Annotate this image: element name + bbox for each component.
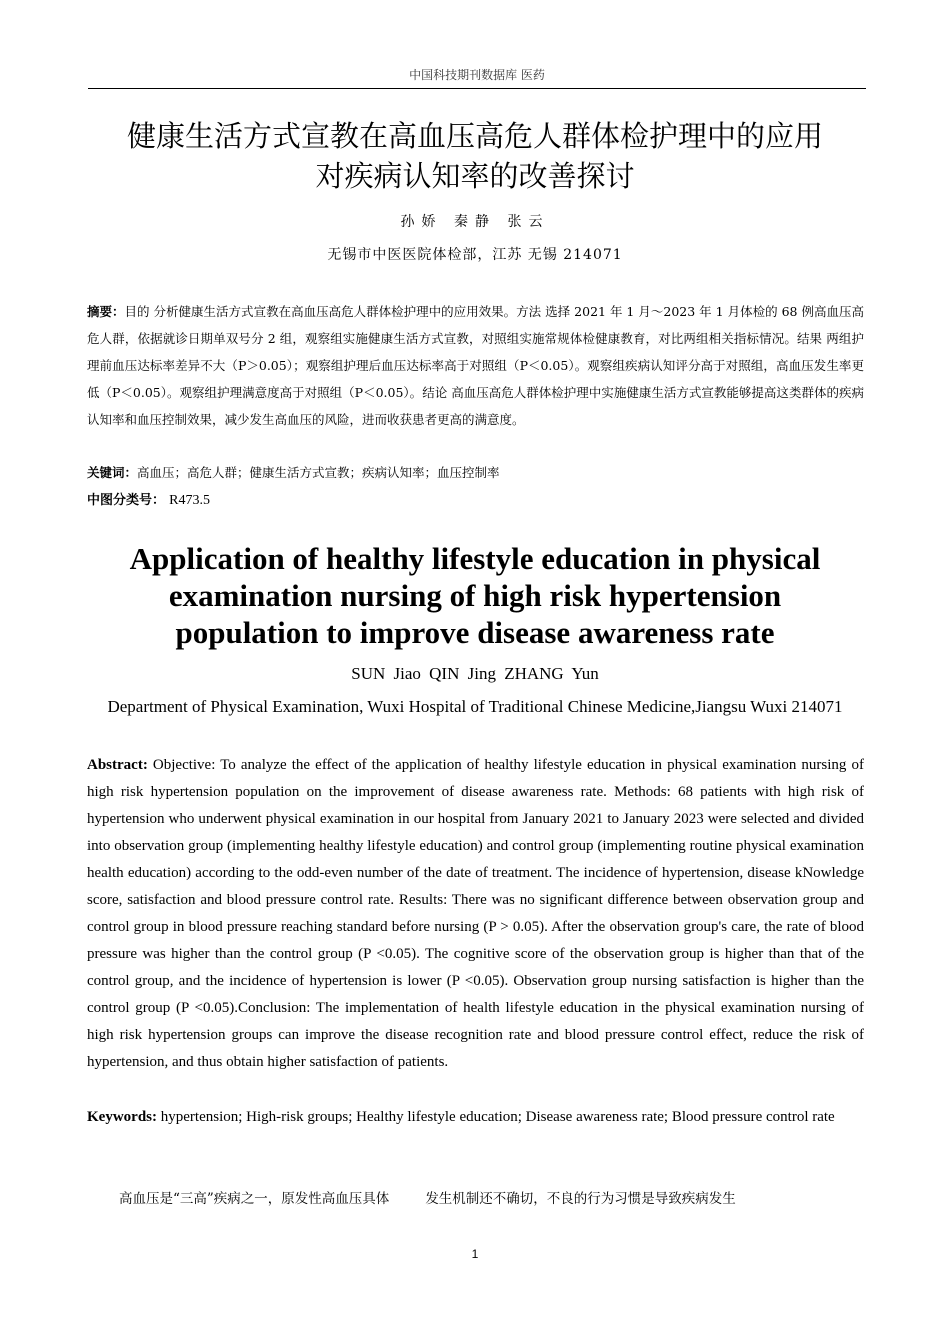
page-number: 1 [471, 1247, 479, 1261]
english-abstract [87, 752, 864, 1076]
english-title-line-3: population to improve disease awareness rate [175, 615, 775, 650]
english-keywords-label: Keywords: [87, 1109, 157, 1125]
english-authors: SUN Jiao QIN Jing ZHANG Yun [351, 664, 599, 683]
classification-value: R473.5 [169, 493, 210, 508]
english-title [70, 540, 880, 651]
chinese-keywords [87, 461, 864, 485]
english-affiliation: Department of Physical Examination, Wuxi Hospital of Traditional Chinese Medicine,Jiangsu Wuxi 214071 [107, 697, 843, 716]
english-keywords [87, 1104, 864, 1131]
english-abstract-text: Objective: To analyze the effect of the application of healthy lifestyle education in physical examination nursing of high risk hypertension population on the improvement of disease awareness rate. Methods: 68 patients with high risk of hypertension who underwent physical examination in our hospital from January 2021 to January 2023 were selected and divided into observation group (implementing healthy lifestyle education) and control group (implementing routine physical examination health education) according to the odd-even number of the date of treatment. The incidence of hypertension, disease kNowledge score, satisfaction and blood pressure control rate. Results: There was no significant difference between observation group and control group in blood pressure reaching standard before nursing (P > 0.05). After the observation group's care, the rate of blood pressure was higher than the control group (P <0.05). The cognitive score of the observation group is higher than that of the control group, and the incidence of hypertension is lower (P <0.05). Observation group nursing satisfaction is higher than the control group (P <0.05).Conclusion: The implementation of health lifestyle education in the physical examination nursing of high risk hypertension groups can improve the disease recognition rate and blood pressure control effect, reduce the risk of hypertension, and thus obtain higher satisfaction of patients. [87, 757, 864, 1070]
chinese-keywords-label: 关键词： [87, 465, 138, 480]
chinese-title [60, 116, 890, 196]
body-column-1-text: 高血压是“三高”疾病之一，原发性高血压具体 [119, 1191, 390, 1207]
chinese-abstract [87, 298, 864, 433]
chinese-abstract-label: 摘要： [87, 304, 125, 319]
chinese-keywords-text: 高血压；高危人群；健康生活方式宣教；疾病认知率；血压控制率 [137, 465, 500, 480]
header-divider [88, 88, 866, 89]
chinese-abstract-text: 目的 分析健康生活方式宣教在高血压高危人群体检护理中的应用效果。方法 选择 2021 年 1 月～2023 年 1 月体检的 68 例高血压高危人群，依据就诊日期单双号分 2 组，观察组实施健康生活方式宣教，对照组实施常规体检健康教育，对比两组相关指标情况。结果 两组护理前血压达标率差异不大（P＞0.05）；观察组护理后血压达标率高于对照组（P＜0.05）。观察组疾病认知评分高于对照组，高血压发生率更低（P＜0.05）。观察组护理满意度高于对照组（P＜0.05）。结论 高血压高危人群体检护理中实施健康生活方式宣教能够提高这类群体的疾病认知率和血压控制效果，减少发生高血压的风险，进而收获患者更高的满意度。 [87, 304, 864, 427]
classification-label: 中图分类号： [87, 493, 166, 508]
chinese-title-line-1: 健康生活方式宣教在高血压高危人群体检护理中的应用 [126, 119, 823, 153]
chinese-authors: 孙娇 秦静 张云 [400, 214, 550, 230]
classification-number [87, 489, 864, 513]
english-keywords-text: hypertension; High-risk groups; Healthy lifestyle education; Disease awareness rate; Blood pressure control rate [160, 1109, 835, 1125]
running-header: 中国科技期刊数据库 医药 [409, 68, 545, 82]
body-text-start [119, 1187, 864, 1207]
chinese-affiliation: 无锡市中医医院体检部，江苏 无锡 214071 [327, 247, 623, 263]
english-title-line-2: examination nursing of high risk hypertension [168, 578, 782, 613]
english-abstract-label: Abstract: [87, 757, 148, 773]
chinese-title-line-2: 对疾病认知率的改善探讨 [315, 159, 635, 193]
english-title-line-1: Application of healthy lifestyle education in physical [129, 541, 821, 576]
body-column-2-text: 发生机制还不确切，不良的行为习惯是导致疾病发生 [425, 1191, 736, 1207]
